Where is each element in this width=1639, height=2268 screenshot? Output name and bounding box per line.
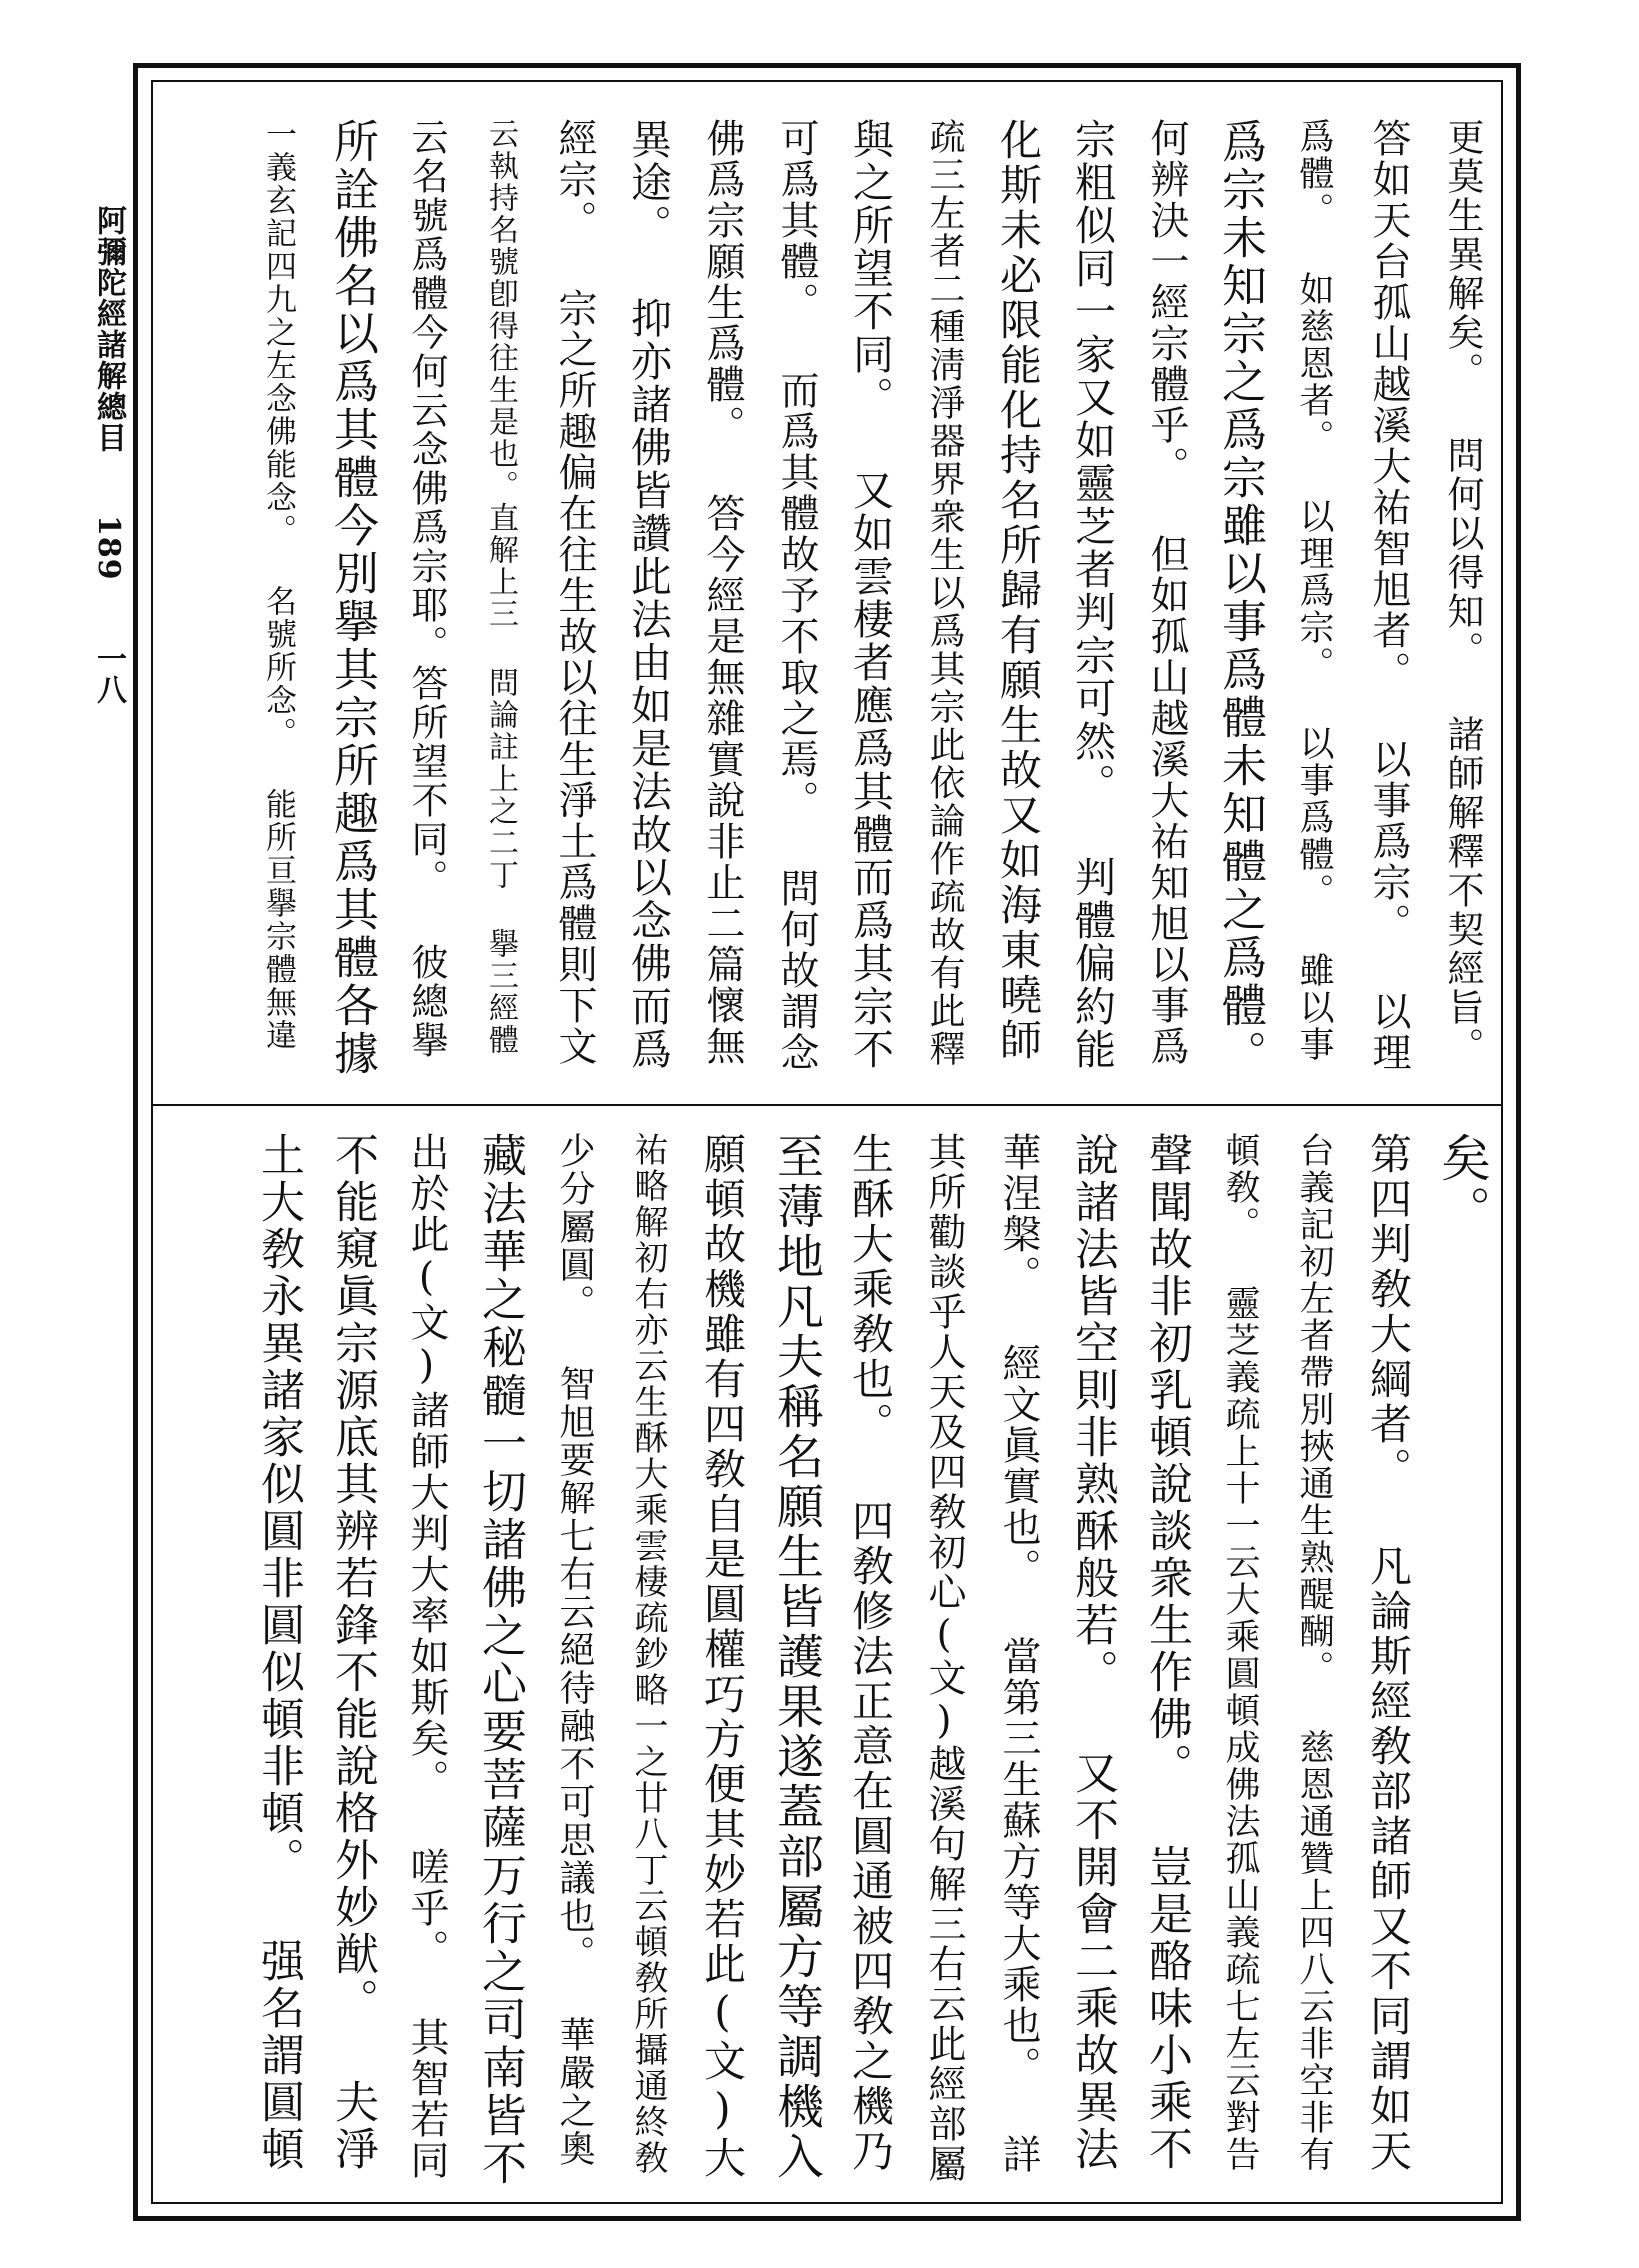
- text-column: 出於此(文)諸師大判大率如斯矣。 嗟乎。 其智若同: [404, 1132, 449, 2181]
- section-divider: [153, 1104, 1501, 1106]
- text-column: 祐略解初右亦云生酥大乘雲棲疏鈔略一之廿八丁云頓敎所攝通終敎: [628, 1132, 668, 2176]
- text-column: 至薄地凡夫稱名願生皆護果遂蓋部屬方等調機入: [769, 1132, 824, 2182]
- text-column: 佛爲宗願生爲體。 答今經是無雜實說非止二篇懷無: [700, 118, 745, 1067]
- text-column: 願頓故機雖有四敎自是圓權巧方便其妙若此(文)大: [698, 1132, 747, 2181]
- text-column: 云名號爲體今何云念佛爲宗耶。答所望不同。 彼總擧: [405, 118, 448, 1060]
- text-column: 第四判敎大綱者。 凡論斯經敎部諸師又不同謂如天: [1364, 1132, 1413, 2174]
- text-column: 土大敎永異諸家似圓非圓似頓非頓。 强名謂圓頓: [253, 1132, 304, 2173]
- text-column: 少分屬圓。 智旭要解七右云絕待融不可思議也。 華嚴之奧: [554, 1132, 595, 2168]
- leaf-number: 一八: [91, 642, 126, 705]
- text-column: 台義記初左者帶別挾通生熟醍醐。 慈恩通贊上四八云非空非有: [1294, 1132, 1334, 2173]
- text-column: 其所勸談乎人天及四敎初心(文)越溪句解三右云此經部屬: [922, 1132, 966, 2184]
- text-column: 經宗。 宗之所趣偏在往生故以往生淨土爲體則下文: [552, 118, 597, 1067]
- book-title: 阿彌陀經諸解總目: [91, 205, 126, 453]
- text-column: 答如天台孤山越溪大祐智旭者。 以事爲宗。 以理: [1366, 118, 1411, 1073]
- text-column: 化斯未必限能化持名所歸有願生故又如海東曉師: [994, 118, 1043, 1063]
- text-column: 生酥大乘敎也。 四敎修法正意在圓通被四敎之機乃: [846, 1132, 895, 2174]
- text-column: 可爲其體。 而爲其體故予不取之焉。 問何故謂念: [774, 118, 819, 1073]
- text-column: 矣。: [1433, 1132, 1491, 1238]
- text-column: 與之所望不同。 又如雲棲者應爲其體而爲其宗不: [846, 118, 894, 1071]
- text-column: 所詮佛名以爲其體今別擧其宗所趣爲其體各據: [326, 118, 379, 1078]
- text-column: 頓敎。 靈芝義疏上十一云大乘圓頓成佛法孤山義疏七左云對告: [1220, 1132, 1260, 2173]
- text-column: 云執持名號卽得往生是也。直解上三 問論註上之二丁 擧三經體: [483, 118, 518, 1056]
- text-column: 聲聞故非初乳頓說談衆生作佛。 豈是酪味小乘不: [1141, 1132, 1192, 2173]
- text-column: 更莫生異解矣。 問何以得知。 諸師解釋不契經旨。: [1441, 118, 1484, 1066]
- text-column: 說諸法皆空則非熟酥般若。 又不開會二乘故異法: [1067, 1132, 1118, 2173]
- margin-header: [88, 205, 128, 705]
- text-column: 爲體。 如慈恩者。 以理爲宗。 以事爲體。 雖以事: [1294, 118, 1334, 1063]
- text-column: 宗粗似同一家又如靈芝者判宗可然。 判體偏約能: [1068, 118, 1116, 1071]
- page-number: 189: [91, 515, 126, 581]
- text-column: 疏三左者二種淸淨器界衆生以爲其宗此依論作疏故有此釋: [924, 118, 965, 1068]
- text-column: 何辨決一經宗體乎。 但如孤山越溪大祐知旭以事爲: [1144, 118, 1189, 1067]
- text-column: 華涅槃。 經文眞實也。 當第三生蘇方等大乘也。 詳: [996, 1132, 1041, 2175]
- text-column: 異途。 抑亦諸佛皆讚此法由如是法故以念佛而爲: [624, 118, 672, 1071]
- text-column: 藏法華之秘髓一切諸佛之心要菩薩万行之司南皆不: [474, 1132, 527, 2188]
- text-column: 不能窺眞宗源底其辨若鋒不能說格外妙猷。 夫淨: [327, 1132, 378, 2173]
- text-column: 一義玄記四九之左念佛能念。 名號所念。 能所亘擧宗體無違: [260, 118, 296, 1052]
- text-column: 爲宗未知宗之爲宗雖以事爲體未知體之爲體。: [1214, 118, 1267, 1078]
